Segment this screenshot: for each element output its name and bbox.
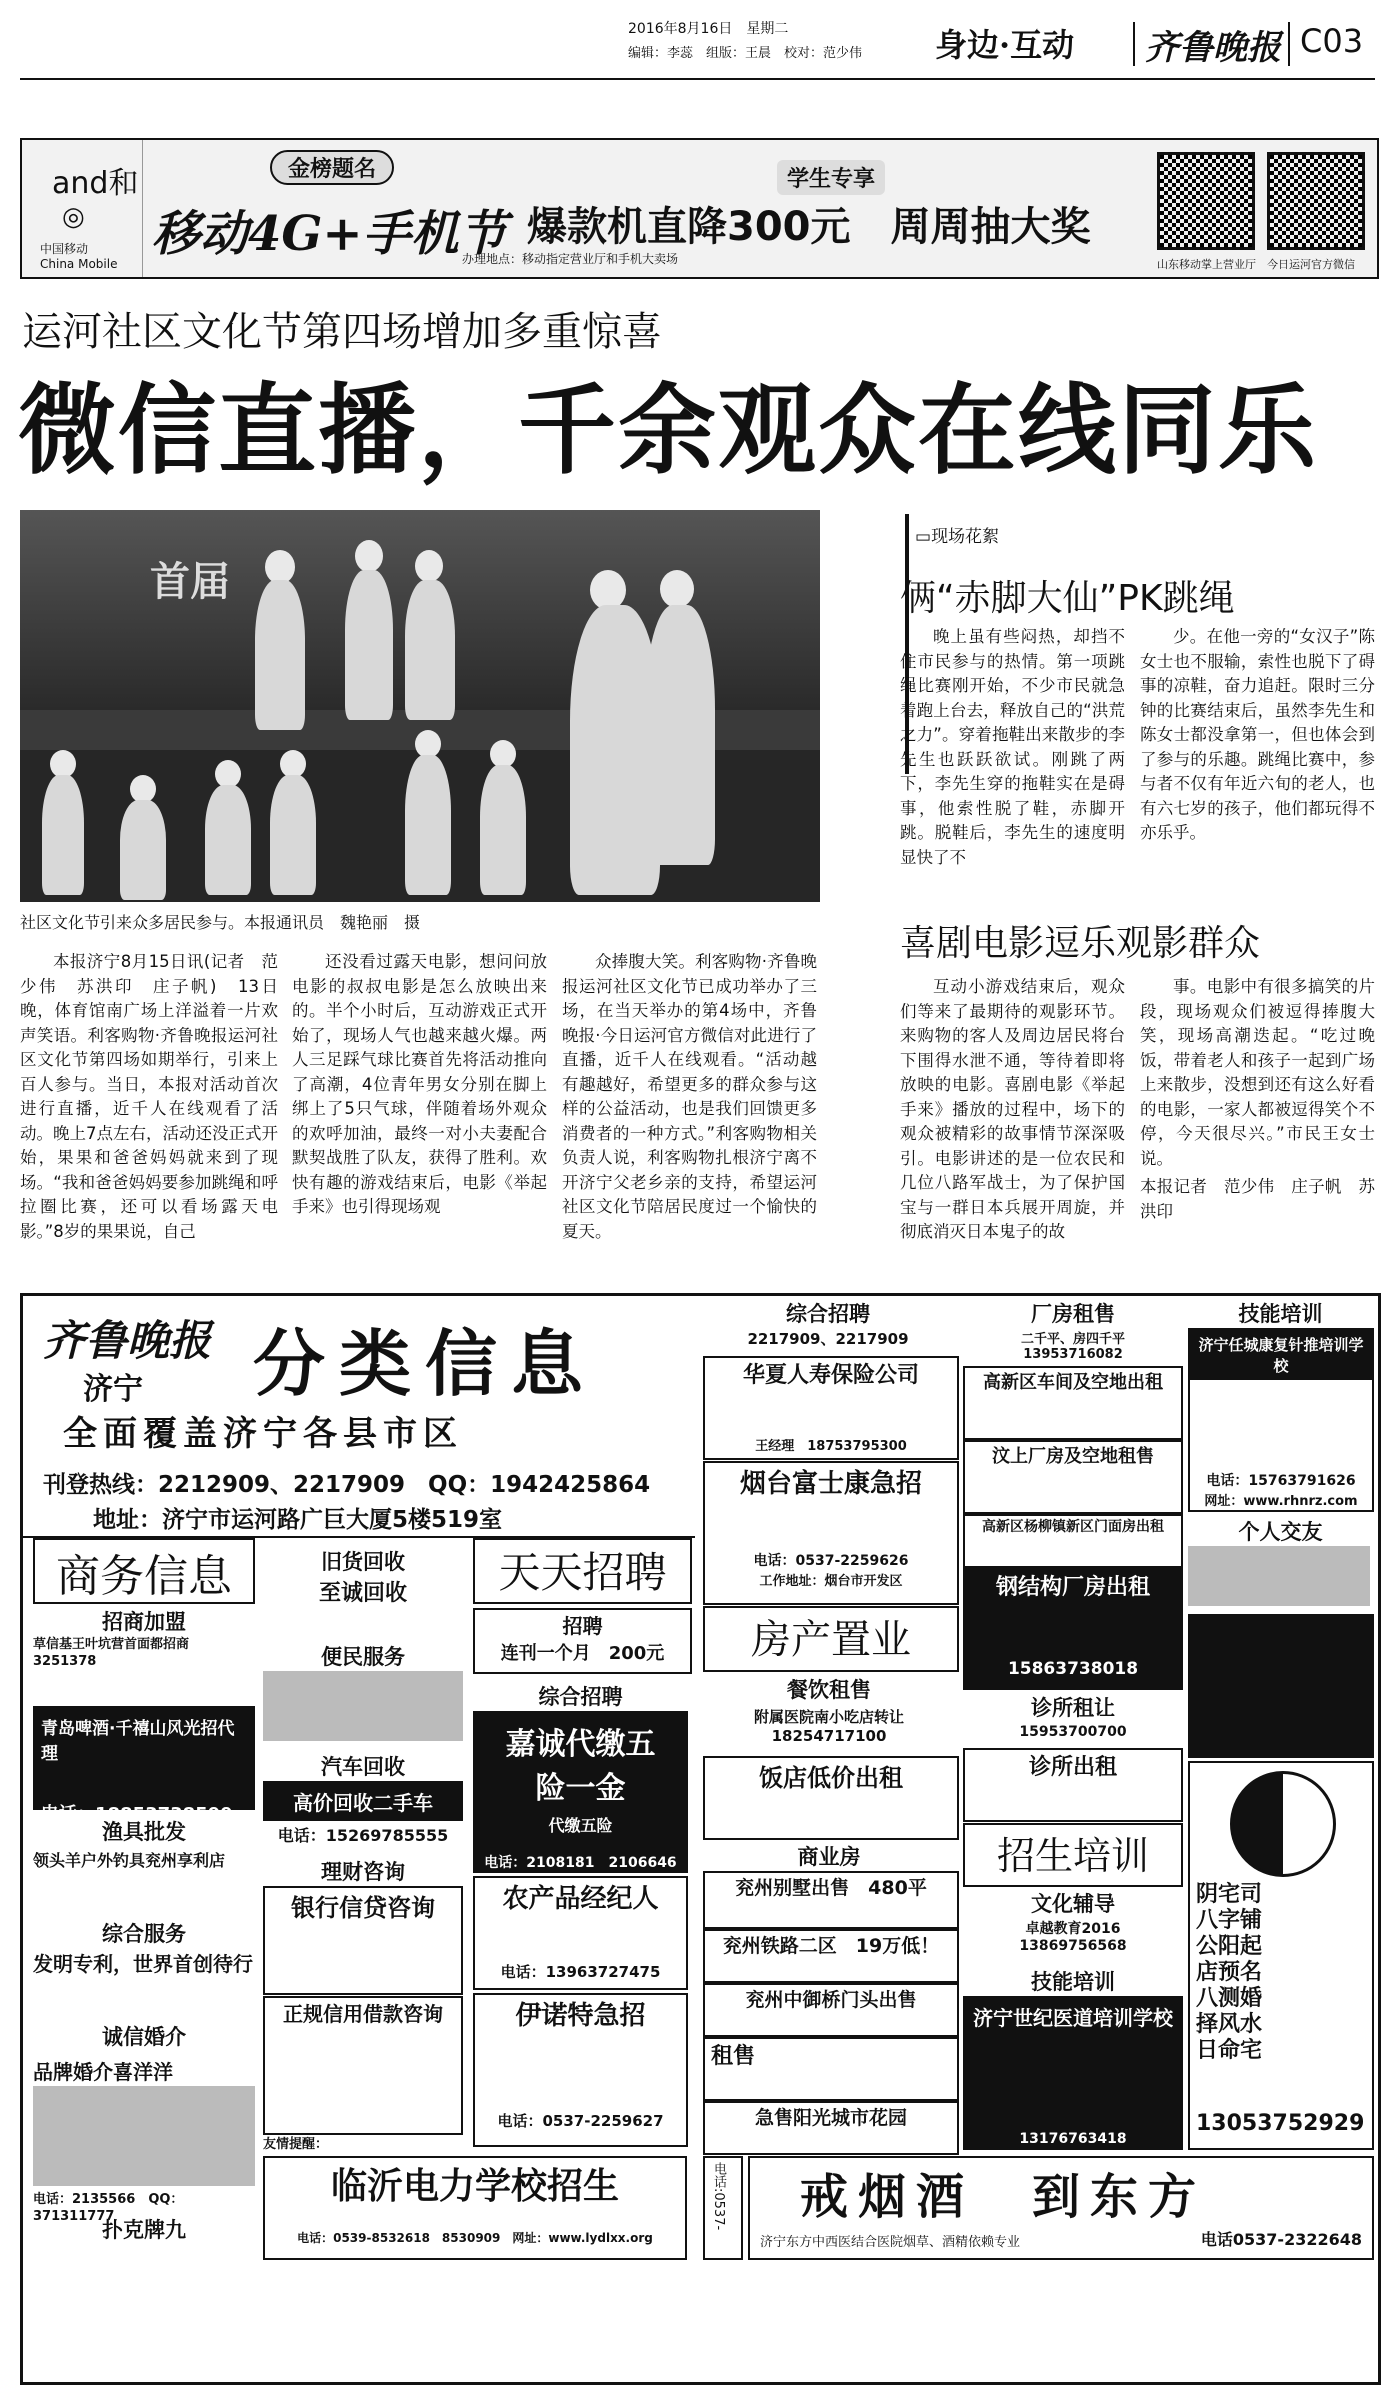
hightech-ad[interactable]: 汶上厂房及空地租售 — [963, 1440, 1183, 1514]
mobile-ad-banner[interactable] — [20, 138, 1379, 279]
category-header: 诚信婚介 — [102, 2025, 186, 2049]
issue-date: 2016年8月16日 星期二 — [628, 21, 789, 37]
page-number: C03 — [1300, 22, 1364, 60]
personal-list — [1188, 1546, 1370, 1606]
qr-caption: 山东移动掌上营业厅 — [1157, 258, 1256, 271]
ad-text: 品牌婚介喜洋洋 — [33, 2060, 173, 2084]
ad-text: 电话：15269785555 — [277, 1826, 449, 1845]
ad-text: 卓越教育2016 13869756568 — [1019, 1921, 1127, 1954]
category-header: 餐饮租售 — [787, 1678, 871, 1702]
article-headline: 微信直播，千余观众在线同乐 — [18, 374, 1319, 488]
finance-ad[interactable]: 银行信贷咨询 — [263, 1886, 463, 1995]
school-ad[interactable]: 临沂电力学校招生 电话：0539-8532618 8530909 网址：www.lydlxx.org — [263, 2156, 687, 2260]
header-divider — [1133, 22, 1135, 66]
notice-box — [1188, 1614, 1374, 1758]
article-column: 还没看过露天电影，想问问放电影的叔叔电影是怎么放映出来的。半个小时后，互动游戏正式开始了，现场人气也越来越火爆。两人三足踩气球比赛首先将活动推向了高潮，4位青年男女分别在脚上绑上了5只气球，伴随着场外观众的欢呼加油，最终一对小夫妻配合默契战胜了队友，获得了胜利。欢快有趣的游戏结束后，电影《举起手来》也引得现场观 — [292, 952, 547, 1216]
category-header: 便民服务 — [321, 1645, 405, 1669]
ad-text: 附属医院南小吃店转让 18254717100 — [753, 1708, 904, 1745]
reminder-text: 友情提醒： — [263, 2137, 329, 2152]
ad-text: 草信基王叶坑营首面都招商 3251378 — [33, 1637, 190, 1669]
car-ad[interactable]: 高价回收二手车 — [263, 1781, 463, 1821]
fengshui-ad[interactable] — [1188, 1761, 1374, 2150]
sidebar-column: 少。在他一旁的“女汉子”陈女士也不服输，索性也脱下了碍事的凉鞋，奋力追赶。限时三分钟的比赛结束后，虽然李先生和陈女士都没拿第一，但也体会到了参与的乐趣。跳绳比赛中，参与者不仅有年近六旬的老人，也有六七岁的孩子，他们都玩得不亦乐乎。 — [1140, 627, 1375, 842]
photo-caption: 社区文化节引来众多居民参与。本报通讯员 魏艳丽 摄 — [20, 913, 421, 932]
realestate-title: 房产置业 — [703, 1606, 959, 1672]
ad-text: 15953700700 — [1019, 1724, 1127, 1740]
sidebar-column: 事。电影中有很多搞笑的片段，现场观众们被逗得捧腹大笑，现场高潮迭起。“吃过晚饭，带着老人和孩子一起到广场上来散步，没想到还有这么好看的电影，一家人都被逗得笑个不停，今天很尽兴。”市民王女士说。 — [1140, 977, 1375, 1168]
article-subhead: 运河社区文化节第四场增加多重惊喜 — [22, 309, 662, 355]
education-title: 招生培训 — [963, 1823, 1183, 1887]
sidebar-heading: 喜剧电影逗乐观影群众 — [900, 923, 1261, 964]
qr-code-icon[interactable] — [1157, 152, 1255, 250]
qr-code-icon[interactable] — [1267, 152, 1365, 250]
paper-logo: 齐鲁晚报 — [1145, 28, 1281, 68]
skills-ad[interactable]: 济宁世纪医道培训学校 13176763418 — [963, 1996, 1183, 2150]
category-header: 招商加盟 — [102, 1610, 186, 1634]
classified-section — [20, 1293, 1381, 2385]
yinuo-ad[interactable]: 伊诺特急招 电话：0537-2259627 — [473, 1993, 688, 2147]
sidebar-heading: 俩“赤脚大仙”PK跳绳 — [900, 578, 1235, 619]
ad-text: 2217909、2217909 — [747, 1330, 909, 1348]
ad-text: 至诚回收 — [318, 1581, 407, 1606]
rent-ad[interactable]: 租售 — [703, 2037, 959, 2101]
event-photo: 首届 — [20, 510, 820, 902]
yantai-ad[interactable]: 烟台富士康急招 电话：0537-2259626 工作地址：烟台市开发区 — [703, 1461, 959, 1605]
category-header: 综合招聘 — [538, 1685, 623, 1709]
hightech-ad[interactable]: 高新区杨柳镇新区门面房出租 — [963, 1514, 1183, 1568]
vertical-phone-ad: 电话:0537- — [703, 2156, 743, 2260]
commerce-ad[interactable]: 兖州别墅出售 480平 — [703, 1871, 959, 1929]
yangguang-ad[interactable]: 急售阳光城市花园 — [703, 2101, 959, 2155]
jobs-price[interactable]: 招聘 连刊一个月 200元 — [473, 1608, 692, 1674]
ad-text: 电话：2135566 QQ：371311777 — [33, 2192, 184, 2224]
ad-text: 发明专利，世界首创待行 — [33, 1952, 253, 1976]
badge-icon: ▭ — [915, 527, 932, 547]
category-header: 综合招聘 — [786, 1302, 870, 1326]
mobile-brand-block — [22, 140, 143, 277]
category-header: 扑克牌九 — [102, 2218, 186, 2242]
marriage-list — [33, 2086, 255, 2186]
address-text: 地址：济宁市运河路广巨大厦5楼519室 — [93, 1507, 503, 1533]
convenience-list — [263, 1671, 463, 1741]
mobile-brand-mark: and和 — [52, 166, 139, 201]
ad-title-top: 金榜题名 — [270, 150, 394, 185]
huaxia-ad[interactable]: 华夏人寿保险公司 王经理 18753795300 — [703, 1356, 959, 1460]
category-header: 技能培训 — [1031, 1970, 1115, 1994]
article-column: 众捧腹大笑。利客购物·齐鲁晚报运河社区文化节已成功举办了三场，在当天举办的第4场中，齐鲁晚报·今日运河官方微信对此进行了直播，近千人在线观看。“活动越有趣越好，希望更多的群众参与这样的公益活动，也是我们回馈更多消费者的一种方式。”利客购物相关负责人说，利客购物扎根济宁离不开济宁父老乡亲的支持，希望运河社区文化节陪居民度过一个愉快的夏天。 — [562, 952, 817, 1241]
category-header: 旧货回收 — [321, 1550, 405, 1574]
social-insurance-ad[interactable]: 嘉诚代缴五险一金 代缴五险 电话：2108181 2106646 — [473, 1711, 688, 1873]
article-column: 本报济宁8月15日讯(记者 范少伟 苏洪印 庄子帆) 13日晚，体育馆南广场上洋溢着一片欢声笑语。利客购物·齐鲁晚报运河社区文化节第四场如期举行，引来上百人参与。当日，本报对活动首次进行直播，近千人在线观看了活动。晚上7点左右，活动还没正式开始，果果和爸爸妈妈就来到了现场。“我和爸爸妈妈要参加跳绳和呼拉圈比赛，还可以看场露天电影。”8岁的果果说，自己 — [20, 952, 278, 1241]
sidebar-column: 互动小游戏结束后，观众们等来了最期待的观影环节。来购物的客人及周边居民将台下围得水泄不通，等待着即将放映的电影。喜剧电影《举起手来》播放的过程中，场下的观众被精彩的故事情节深深吸引。电影讲述的是一位农民和几位八路军战士，为了保护国宝与一群日本兵展开周旋，并彻底消灭日本鬼子的故 — [900, 977, 1125, 1241]
header-rule — [20, 78, 1375, 80]
ad-location-note: 办理地点：移动指定营业厅和手机大卖场 — [462, 252, 679, 266]
training-ad[interactable]: 济宁任城康复针推培训学校 电话：15763791626 网址：www.rhnrz.com — [1188, 1328, 1374, 1512]
category-header: 理财咨询 — [321, 1860, 405, 1884]
ad-text: 二千平、房四千平 13953716082 — [1020, 1332, 1125, 1362]
fengshui-phone: 13053752929 — [1196, 2111, 1365, 2136]
sidebar-column: 晚上虽有些闷热，却挡不住市民参与的热情。第一项跳绳比赛刚开始，不少市民就急着跑上台去，释放自己的“洪荒之力”。穿着拖鞋出来散步的李先生也跃跃欲试。刚跳了两下，李先生穿的拖鞋实在是碍事，他索性脱了鞋，赤脚开跳。脱鞋后，李先生的速度明显快了不 — [900, 627, 1125, 867]
editor-credits: 编辑：李蕊 组版：王晨 校对：范少伟 — [628, 46, 863, 61]
category-header: 文化辅导 — [1031, 1892, 1115, 1916]
business-title: 商务信息 — [33, 1538, 255, 1604]
restaurant-ad[interactable]: 饭店低价出租 — [703, 1756, 959, 1840]
category-header: 汽车回收 — [321, 1755, 405, 1779]
clinic-ad[interactable]: 诊所出租 — [963, 1748, 1183, 1822]
commerce-ad[interactable]: 兖州铁路二区 19万低！ — [703, 1929, 959, 1983]
section-badge: ▭现场花絮 — [915, 527, 1000, 547]
hightech-ad[interactable]: 高新区车间及空地出租 — [963, 1366, 1183, 1440]
jobs-title: 天天招聘 — [473, 1538, 692, 1604]
header-divider — [1288, 22, 1290, 66]
category-header: 厂房租售 — [1031, 1302, 1115, 1326]
fengshui-text: 阴宅司 八字铺 公阳起 店预名 八测婚 择风水 日命宅 — [1196, 1881, 1263, 2063]
category-header: 综合服务 — [102, 1922, 186, 1946]
city-label: 济宁 — [83, 1372, 143, 1407]
commerce-ad[interactable]: 兖州中御桥门头出售 — [703, 1983, 959, 2037]
category-header: 商业房 — [797, 1845, 861, 1869]
mobile-brand-name: 中国移动 China Mobile — [40, 242, 118, 271]
ad-text: 领头羊户外钓具兖州享利店 — [33, 1851, 226, 1870]
steel-ad[interactable]: 钢结构厂房出租 15863738018 — [963, 1568, 1183, 1690]
classified-header — [23, 1296, 695, 1538]
ad-title-main: 移动4G+手机节 — [152, 206, 507, 262]
category-header: 技能培训 — [1238, 1302, 1323, 1326]
promo-text: 爆款机直降300元 周周抽大奖 — [527, 204, 1091, 250]
student-tag: 学生专享 — [777, 160, 885, 195]
agri-ad[interactable]: 农产品经纪人 电话：13963727475 — [473, 1876, 688, 1990]
category-header: 渔具批发 — [102, 1820, 186, 1844]
yin-yang-icon — [1230, 1771, 1336, 1877]
finance-ad-2[interactable]: 正规信用借款咨询 — [263, 1996, 463, 2135]
section-title: 身边·互动 — [935, 26, 1075, 64]
qr-caption: 今日运河官方微信 — [1267, 258, 1355, 271]
category-header: 个人交友 — [1238, 1520, 1323, 1544]
quit-smoking-ad[interactable]: 戒烟酒 到东方 济宁东方中西医结合医院烟草、酒精依赖专业 电话0537-2322648 — [748, 2156, 1374, 2260]
classified-title: 分类信息 — [253, 1321, 598, 1406]
paper-logo: 齐鲁晚报 — [43, 1316, 212, 1365]
category-header: 诊所租让 — [1031, 1696, 1115, 1720]
beer-ad[interactable]: 青岛啤酒·千禧山风光招代理 电话：18853738599 — [33, 1706, 255, 1810]
coverage-text: 全面覆盖济宁各县市区 — [63, 1414, 463, 1454]
hotline-text: 刊登热线：2212909、2217909 QQ：1942425864 — [43, 1472, 651, 1498]
ad-promo-box — [527, 160, 1177, 260]
china-mobile-icon: ◎ — [62, 202, 85, 232]
byline: 本报记者 范少伟 庄子帆 苏洪印 — [1140, 1177, 1375, 1221]
